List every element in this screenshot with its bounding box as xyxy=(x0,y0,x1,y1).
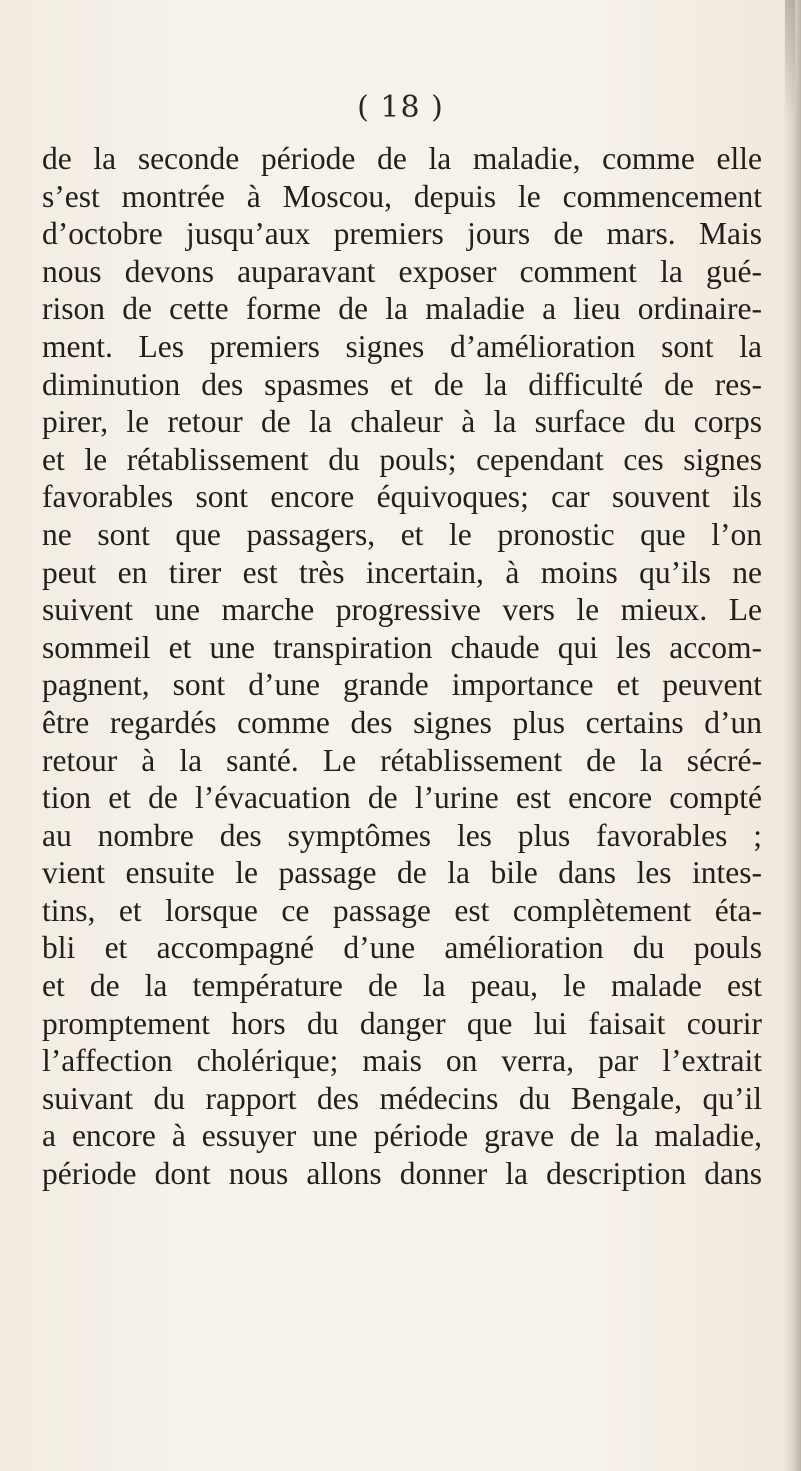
text-line: ment. Les premiers signes d’amélioration sont la xyxy=(42,328,762,364)
text-line: a encore à essuyer une période grave de la maladie, xyxy=(42,1118,762,1154)
text-line: s’est montrée à Moscou, depuis le commencement xyxy=(42,178,762,214)
text-line: nous devons auparavant exposer comment la gué- xyxy=(42,253,762,289)
text-line: vient ensuite le passage de la bile dans les intes- xyxy=(42,855,762,891)
text-line: pagnent, sont d’une grande importance et peuvent xyxy=(42,667,762,703)
text-line: diminution des spasmes et de la difficulté de res- xyxy=(42,366,762,402)
text-line: rison de cette forme de la maladie a lieu ordinaire- xyxy=(42,291,762,327)
text-line: suivant du rapport des médecins du Bengale, qu’il xyxy=(42,1080,762,1116)
body-text xyxy=(42,140,762,1193)
text-line: d’octobre jusqu’aux premiers jours de mars. Mais xyxy=(42,216,762,252)
text-line: et de la température de la peau, le malade est xyxy=(42,968,762,1004)
text-line: retour à la santé. Le rétablissement de la sécré- xyxy=(42,742,762,778)
page-edge-shadow xyxy=(783,0,801,1471)
text-line: promptement hors du danger que lui faisait courir xyxy=(42,1005,762,1041)
text-line: de la seconde période de la maladie, comme elle xyxy=(42,141,762,176)
text-line: l’affection cholérique; mais on verra, par l’extrait xyxy=(42,1043,762,1079)
page-number: ( 18 ) xyxy=(357,90,444,125)
text-line: tion et de l’évacuation de l’urine est encore compté xyxy=(42,780,762,816)
text-line: bli et accompagné d’une amélioration du pouls xyxy=(42,930,762,966)
text-line: sommeil et une transpiration chaude qui les accom- xyxy=(42,629,762,665)
text-line: au nombre des symptômes les plus favorables ; xyxy=(42,817,762,853)
text-line: période dont nous allons donner la description dans xyxy=(42,1156,762,1192)
text-line: favorables sont encore équivoques; car souvent ils xyxy=(42,479,762,515)
text-line: être regardés comme des signes plus certains d’un xyxy=(42,704,762,740)
text-line: tins, et lorsque ce passage est complètement éta- xyxy=(42,892,762,928)
text-line: ne sont que passagers, et le pronostic que l’on xyxy=(42,516,762,552)
text-line: pirer, le retour de la chaleur à la surface du corps xyxy=(42,404,762,440)
text-line: et le rétablissement du pouls; cependant ces signes xyxy=(42,441,762,477)
text-line: suivent une marche progressive vers le mieux. Le xyxy=(42,592,762,628)
text-line: peut en tirer est très incertain, à moins qu’ils ne xyxy=(42,554,762,590)
